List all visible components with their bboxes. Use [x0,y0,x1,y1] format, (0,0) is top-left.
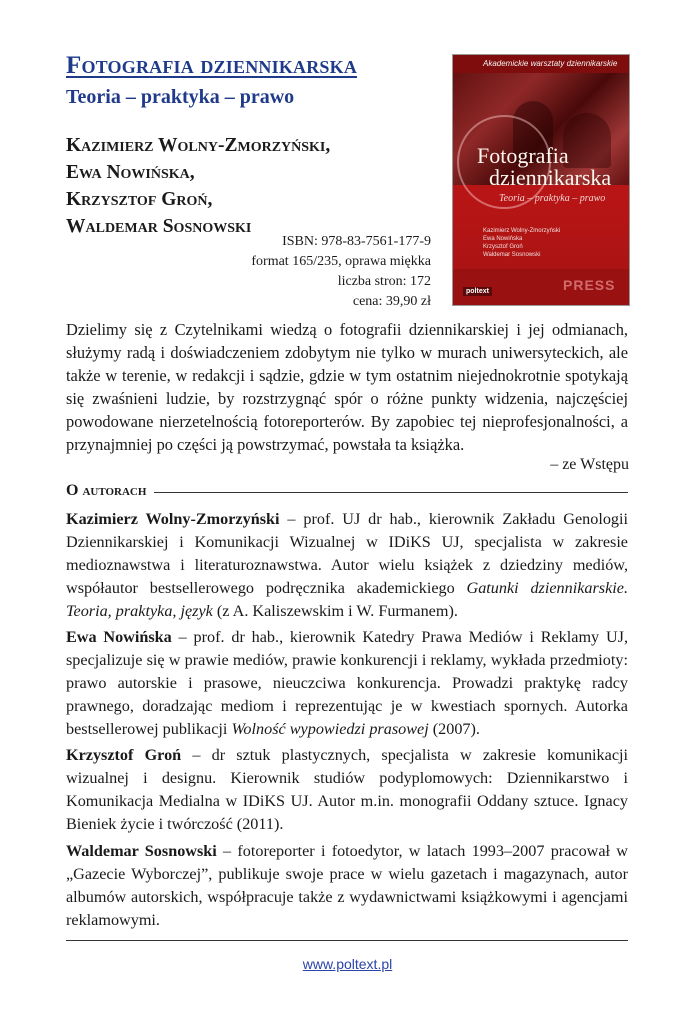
bio-name: Krzysztof Groń [66,746,182,764]
book-subtitle: Teoria – praktyka – prawo [66,86,295,108]
author-bio [66,744,628,836]
cover-figure [563,113,611,168]
cover-author: Kazimierz Wolny-Zmorzyński [483,228,561,234]
intro-paragraph: Dzielimy się z Czytelnikami wiedzą o fotografii dziennikarskiej i jej odmianach, służymy radą i doświadczeniem zdobytym nie tylko w murach uniwersyteckich, ale także w terenie, w redakcji i sądzie, gdzie w tym ostatnim niejednokrotnie spotykają się zwaśnieni ludzie, by rozstrzygnąć spór o różne punkty widzenia, najczęściej powodowane nierzetelnością fotoreporterów. By zapobiec tej nieprofesjonalności, a przynajmniej po części ją powstrzymać, powstała ta książka. [66,320,628,454]
bio-text-after: (z A. Kaliszewskim i W. Furmanem). [212,602,458,620]
bio-italic: Gatunki dziennikarskie. Teoria, praktyka, język [66,579,629,620]
bio-name: Ewa Nowińska [66,628,172,646]
author-list [66,132,330,240]
author-bio [66,508,628,623]
cover-title-line2: dziennikarska [489,165,612,190]
section-heading-label: O autorach [66,482,147,499]
bio-italic: Wolność wypowiedzi prasowej [231,720,429,738]
bio-name: Waldemar Sosnowski [66,842,217,860]
bio-text-after: (2007). [428,720,480,738]
isbn: ISBN: 978-83-7561-177-9 [282,234,431,249]
cover-series: Akademickie warsztaty dziennikarskie [483,59,618,68]
author-bio [66,626,628,741]
cover-author: Ewa Nowińska [483,236,523,242]
bio-text: – prof. dr hab., kierownik Katedry Prawa Mediów i Reklamy UJ, specjalizuje się w prawie mediów, prawie konkurencji i reklamy, wykłada przedmioty: prawo autorskie i prasowe, nieuczciwa konkurencja. Prowadzi praktykę radcy prawnego, doradzając mediom i reprezentując je w kwestiach spornych. Autorka bestsellerowej publikacji [66,628,629,738]
bio-text: – prof. UJ dr hab., kierownik Zakładu Genologii Dziennikarskiej i Komunikacji Wizualnej w IDiKS UJ, specjalista w zakresie medioznawstwa i literaturoznawstwa. Autor wielu książek z dziedziny mediów, współautor bestsellerowego podręcznika akademickiego [66,510,629,597]
author-name: Waldemar Sosnowski [66,216,252,237]
intro-source: – ze Wstępu [550,456,629,473]
book-title: Fotografia dziennikarska [66,52,358,79]
bio-name: Kazimierz Wolny-Zmorzyński [66,510,280,528]
publisher-logo: poltext [463,287,492,296]
cover-subtitle: Teoria – praktyka – prawo [499,193,606,204]
publisher-website-link[interactable]: www.poltext.pl [302,956,393,972]
cover-title-line1: Fotografia [477,143,569,168]
bottom-divider [66,940,628,941]
author-name: Krzysztof Groń, [66,189,213,210]
cover-author: Waldemar Sosnowski [483,252,541,258]
author-bio [66,840,628,932]
cover-author: Krzysztof Groń [483,244,523,250]
book-cover-image [452,54,630,306]
price: cena: 39,90 zł [352,294,431,309]
section-heading [66,480,628,502]
cover-press-text: PRESS [563,277,616,293]
author-name: Ewa Nowińska, [66,162,195,183]
book-details [251,232,431,312]
format: format 165/235, oprawa miękka [251,254,431,269]
cover-authors [483,227,560,259]
bio-text: – dr sztuk plastycznych, specjalista w zakresie komunikacji wizualnej i designu. Kierownik studiów podyplomowych: Dziennikarstwo i Komunikacja Medialna w IDiKS UJ. Autor m.in. monografii Oddany sztuce. Ignacy Bieniek życie i twórczość (2011). [66,746,628,833]
page-count: liczba stron: 172 [337,274,431,289]
section-heading-rule [154,492,628,493]
bio-text: – fotoreporter i fotoedytor, w latach 1993–2007 pracował w „Gazecie Wyborczej”, publikuje swoje prace w wielu gazetach i magazynach, autor albumów autorskich, współpracuje także z wydawnictwami książkowymi i agencjami reklamowymi. [66,842,628,929]
author-name: Kazimierz Wolny-Zmorzyński, [66,135,331,156]
